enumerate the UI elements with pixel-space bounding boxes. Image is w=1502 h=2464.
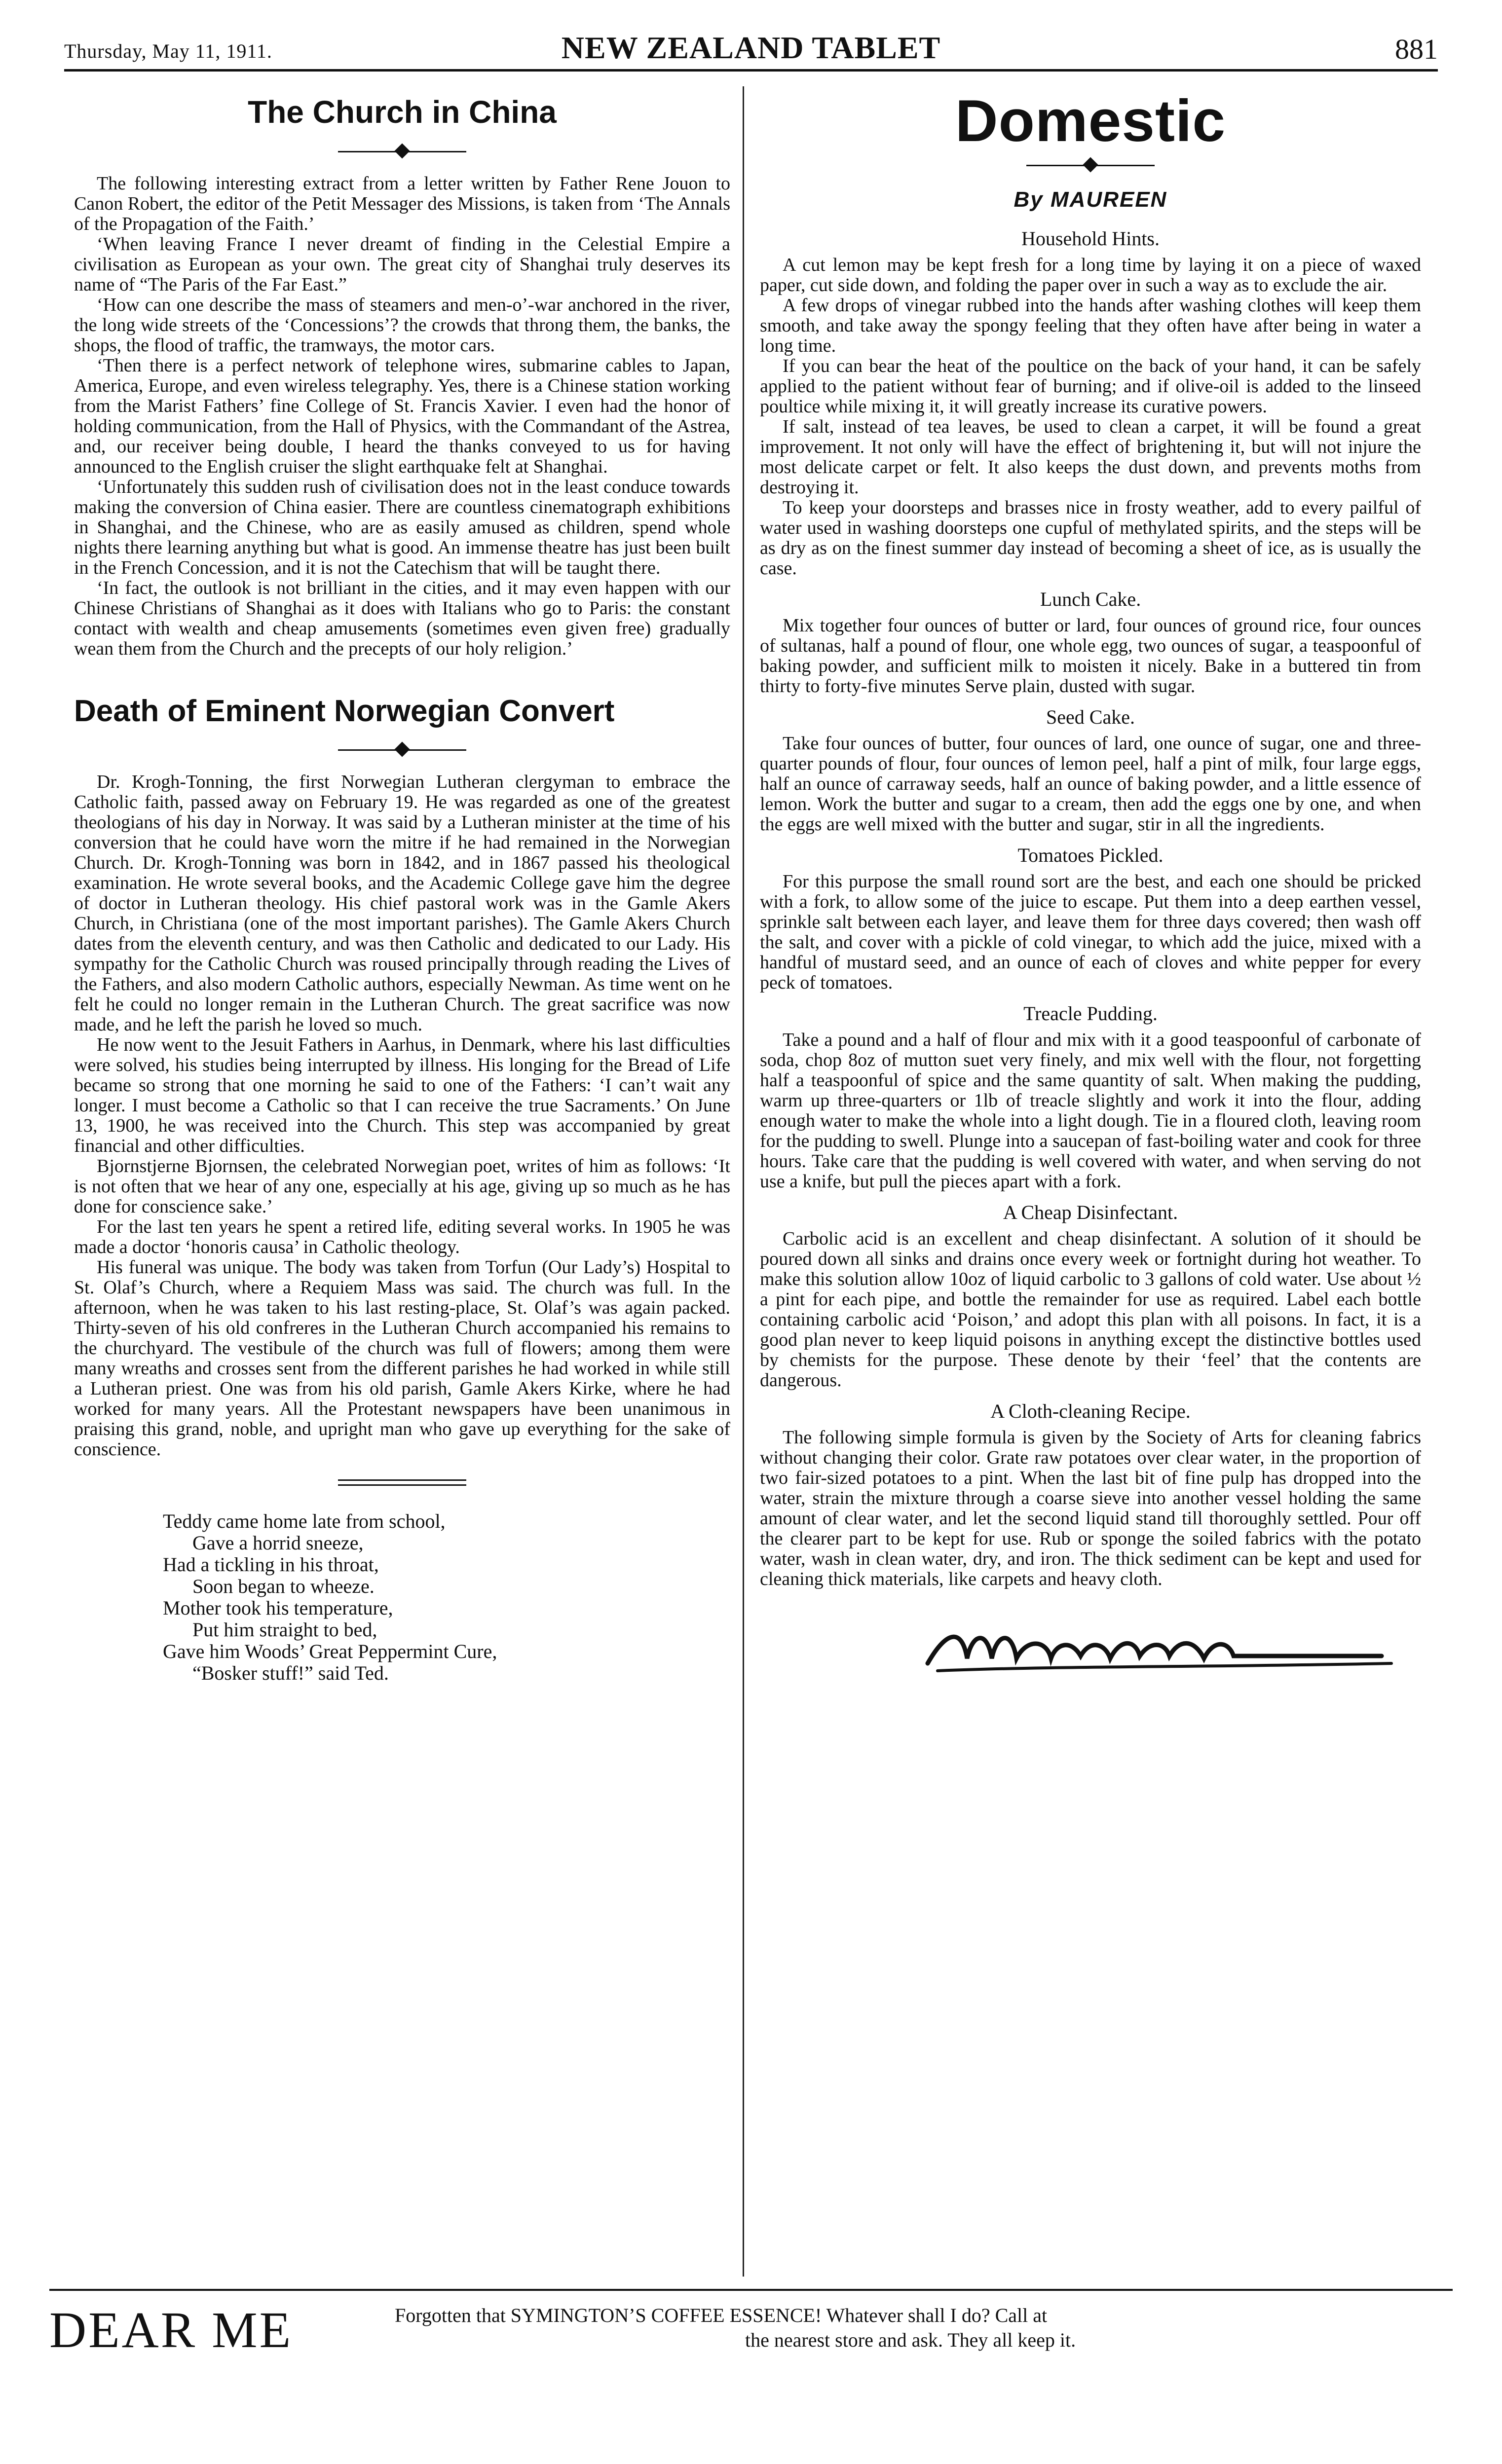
recipe-heading: Treacle Pudding.: [1023, 1002, 1158, 1025]
title-ornament: [1026, 158, 1155, 173]
column-divider: [743, 86, 744, 2277]
article-church-in-china: [74, 174, 730, 659]
recipe-treacle-pudding: [760, 1002, 1421, 1192]
article-title-norwegian-convert: Death of Eminent Norwegian Convert: [74, 694, 615, 728]
verse-line: “Bosker stuff!” said Ted.: [192, 1662, 389, 1684]
signature-maureen: [908, 1609, 1401, 1678]
section-separator: [338, 1479, 466, 1486]
recipe-heading: Household Hints.: [1021, 227, 1160, 250]
title-ornament: [338, 742, 466, 757]
recipe-cheap-disinfectant: [760, 1201, 1421, 1391]
paragraph: For this purpose the small round sort are the best, and each one should be pricked with a fork, to allow some of the juice to escape. Put them into a deep earthen vessel, sprinkle salt between each layer, and leave them for three days covered; then wash off the salt, and cover with a pickle of cold vinegar, to which add the juice, mixed with a handful of mustard seed, and an ounce of each of cloves and white pepper for every peck of tomatoes.: [760, 871, 1421, 993]
paragraph: If you can bear the heat of the poultice on the back of your hand, it can be safely applied to the patient without fear of burning; and if olive-oil is added to the linseed poultice while mixing it, it will greatly increase its curative powers.: [760, 356, 1421, 417]
paragraph: ‘Unfortunately this sudden rush of civilisation does not in the least conduce towards making the conversion of China easier. There are countless cinematograph exhibitions in Shanghai, and the Chinese, who are as easily amused as children, spend whole nights there learning anything but what is good. An immense theatre has just been built in the French Concession, and it is not the Catechism that will be taught there.: [74, 477, 730, 578]
advert-brand: DEAR ME: [49, 2302, 293, 2358]
masthead-title: NEW ZEALAND TABLET: [561, 30, 941, 65]
paragraph: Take four ounces of butter, four ounces of lard, one ounce of sugar, one and three-quarter pounds of flour, four ounces of lemon peel, half a pint of milk, four large eggs, half an ounce of carraway seeds, half an ounce of baking powder, and a little essence of lemon. Work the butter and sugar to a cream, then add the eggs one by one, and when the eggs are well mixed with the butter and sugar, stir in all the ingredients.: [760, 733, 1421, 835]
signature-graphic: [908, 1609, 1401, 1678]
verse-line: Gave him Woods’ Great Peppermint Cure,: [163, 1640, 497, 1662]
footer-advert: [49, 2289, 1453, 2365]
paragraph: Carbolic acid is an excellent and cheap disinfectant. A solution of it should be poured down all sinks and drains once every week or fortnight during hot weather. To make this solution allow 10oz of liquid carbolic to 3 gallons of cold water. Use about ½ a pint for each pipe, and bottle the remainder for use as required. Label each bottle containing carbolic acid ‘Poison,’ and adopt this plan with all poisons. In fact, it is a good plan never to keep liquid poisons in anything except the distinctive bottles used by chemists for the purpose. These denote by their ‘feel’ that the contents are dangerous.: [760, 1228, 1421, 1391]
paragraph: Dr. Krogh-Tonning, the first Norwegian Lutheran clergyman to embrace the Catholic faith, passed away on February 19. He was regarded as one of the greatest theologians of his day in Norway. It was said by a Lutheran minister at the time of his conversion that he could have worn the mitre if he had remained in the Norwegian Church. Dr. Krogh-Tonning was born in 1842, and in 1867 passed his theological examination. He wrote several books, and the Academic College gave him the degree of doctor in Lutheran theology. His chief pastoral work was in the Gamle Akers Church, in Christiana (one of the most important parishes). The Gamle Akers Church dates from the eleventh century, and was then Catholic and dedicated to our Lady. His sympathy for the Catholic Church was roused principally through reading the Lives of the Fathers, and also modern Catholic authors, especially Newman. As time went on he felt he could no longer remain in the Lutheran Church. The great sacrifice was now made, and he left the parish he loved so much.: [74, 772, 730, 1035]
recipe-heading: Tomatoes Pickled.: [1017, 844, 1164, 866]
verse-line: Put him straight to bed,: [192, 1618, 377, 1641]
recipe-heading: Lunch Cake.: [1040, 588, 1141, 610]
recipe-tomatoes-pickled: [760, 844, 1421, 993]
recipe-household-hints: [760, 227, 1421, 579]
recipe-lunch-cake: [760, 588, 1421, 697]
recipe-cloth-cleaning: [760, 1399, 1421, 1589]
paragraph: ‘How can one describe the mass of steamers and men-o’-war anchored in the river, the long wide streets of the ‘Concessions’? the crowds that throng them, the banks, the shops, the flood of traffic, the tramways, the motor cars.: [74, 294, 730, 356]
page-header: [64, 30, 1438, 72]
recipe-seed-cake: [760, 705, 1421, 835]
right-column: [760, 84, 1421, 2274]
paragraph: A few drops of vinegar rubbed into the hands after washing clothes will keep them smooth, and take away the spongy feeling that they often have after being in water a long time.: [760, 295, 1421, 356]
paragraph: Mix together four ounces of butter or lard, four ounces of ground rice, four ounces of sultanas, half a pound of flour, one whole egg, two ounces of sugar, a teaspoonful of baking powder, and sufficient milk to moisten it nicely. Bake in a buttered tin from thirty to forty-five minutes Serve plain, dusted with sugar.: [760, 615, 1421, 697]
paragraph: ‘Then there is a perfect network of telephone wires, submarine cables to Japan, America, Europe, and even wireless telegraphy. Yes, there is a Chinese station working from the Marist Fathers’ fine College of St. Francis Xavier. I even had the honor of holding communication, from the Hall of Physics, with the Commandant of the Astrea, and, our receiver being double, I heard the thanks conveyed to us for having announced to the English cruiser the slight earthquake felt at Shanghai.: [74, 355, 730, 477]
section-title-domestic: Domestic: [955, 88, 1226, 154]
verse-line: Gave a horrid sneeze,: [192, 1532, 364, 1554]
paragraph: ‘When leaving France I never dreamt of finding in the Celestial Empire a civilisation as European as your own. The great city of Shanghai truly deserves its name of “The Paris of the Far East.”: [74, 234, 730, 295]
paragraph: ‘In fact, the outlook is not brilliant in the cities, and it may even happen with our Chinese Christians of Shanghai as it does with Italians who go to Paris: the constant contact with wealth and cheap amusements (sometimes even given free) gradually wean them from the Church and the precepts of our holy religion.’: [74, 578, 730, 659]
paragraph: Take a pound and a half of flour and mix with it a good teaspoonful of carbonate of soda, chop 8oz of mutton suet very finely, and mix well with the flour, not forgetting half a teaspoonful of spice and the same quantity of salt. When making the pudding, warm up three-quarters or 1lb of treacle slightly and work it into the flour, adding enough water to make the whole into a light dough. Tie in a floured cloth, leaving room for the pudding to swell. Plunge into a saucepan of fast-boiling water and cook for three hours. Take care that the pudding is well covered with water, and when serving do not use a knife, but pull the pieces apart with a fork.: [760, 1030, 1421, 1192]
paragraph: His funeral was unique. The body was taken from Torfun (Our Lady’s) Hospital to St. Olaf’s Church, where a Requiem Mass was said. The church was full. In the afternoon, when he was taken to his last resting-place, St. Olaf’s was again packed. Thirty-seven of his old confreres in the Lutheran Church accompanied his remains to the churchyard. The vestibule of the church was full of flowers; among them were many wreaths and crosses sent from the different parishes he had worked in while still a Lutheran priest. One was from his old parish, Gamle Akers Kirke, where he had worked for many years. All the Protestant newspapers have been unanimous in praising this grand, noble, and upright man who gave up everything for the sake of conscience.: [74, 1257, 730, 1460]
issue-date: Thursday, May 11, 1911.: [64, 40, 272, 62]
title-ornament: [338, 144, 466, 159]
recipe-heading: A Cloth-cleaning Recipe.: [990, 1400, 1191, 1422]
verse-line: Soon began to wheeze.: [192, 1575, 375, 1597]
verse-line: Had a tickling in his throat,: [163, 1553, 379, 1576]
paragraph: To keep your doorsteps and brasses nice in frosty weather, add to every pailful of water used in washing doorsteps one cupful of methylated spirits, and the steps will be as dry as on the finest summer day instead of becoming a sheet of ice, as is usually the case.: [760, 497, 1421, 579]
paragraph: Bjornstjerne Bjornsen, the celebrated Norwegian poet, writes of him as follows: ‘It is not often that we hear of any one, especially at his age, giving up so much as he has done for conscience sake.’: [74, 1156, 730, 1217]
verse-line: Teddy came home late from school,: [163, 1510, 446, 1532]
article-norwegian-convert: [74, 772, 730, 1460]
verse-line: Mother took his temperature,: [163, 1597, 393, 1619]
recipe-heading: A Cheap Disinfectant.: [1003, 1201, 1178, 1223]
paragraph: For the last ten years he spent a retired life, editing several works. In 1905 he was made a doctor ‘honoris causa’ in Catholic theology.: [74, 1216, 730, 1257]
page-number: 881: [1395, 33, 1438, 65]
paragraph: The following interesting extract from a letter written by Father Rene Jouon to Canon Robert, the editor of the Petit Messager des Missions, is taken from ‘The Annals of the Propagation of the Faith.’: [74, 173, 730, 234]
paragraph: If salt, instead of tea leaves, be used to clean a carpet, it will be found a great improvement. It not only will have the effect of brightening it, but will not injure the most delicate carpet or felt. It also keeps the dust down, and prevents moths from destroying it.: [760, 416, 1421, 498]
article-title-church-in-china: The Church in China: [248, 94, 557, 130]
recipe-heading: Seed Cake.: [1046, 706, 1135, 728]
advert-verse: [163, 1510, 730, 1684]
paragraph: A cut lemon may be kept fresh for a long time by laying it on a piece of waxed paper, cut side down, and folding the paper over in such a way as to exclude the air.: [760, 255, 1421, 295]
advert-line-1: Forgotten that SYMINGTON’S COFFEE ESSENCE! Whatever shall I do? Call at: [395, 2304, 1048, 2326]
byline: By MAUREEN: [1014, 187, 1167, 212]
advert-line-2: the nearest store and ask. They all keep it.: [745, 2329, 1076, 2351]
paragraph: The following simple formula is given by the Society of Arts for cleaning fabrics without changing their color. Grate raw potatoes over clear water, in the proportion of two fair-sized potatoes to a pint. When the last bit of fine pulp has dropped into the water, strain the mixture through a coarse sieve into another vessel holding the same amount of clear water, and let the second liquid stand till thoroughly settled. Pour off the clearer part to be kept for use. Rub or sponge the soiled fabrics with the potato water, wash in clean water, dry, and iron. The thick sediment can be kept and used for cleaning thick materials, like carpets and heavy cloth.: [760, 1427, 1421, 1589]
paragraph: He now went to the Jesuit Fathers in Aarhus, in Denmark, where his last difficulties were solved, his studies being interrupted by illness. His longing for the Bread of Life became so strong that one morning he said to one of the Fathers: ‘I can’t wait any longer. I must become a Catholic so that I can receive the true Sacraments.’ On June 13, 1900, he was received into the Church. This step was accompanied by great financial and other difficulties.: [74, 1034, 730, 1156]
left-column: [74, 84, 730, 2274]
